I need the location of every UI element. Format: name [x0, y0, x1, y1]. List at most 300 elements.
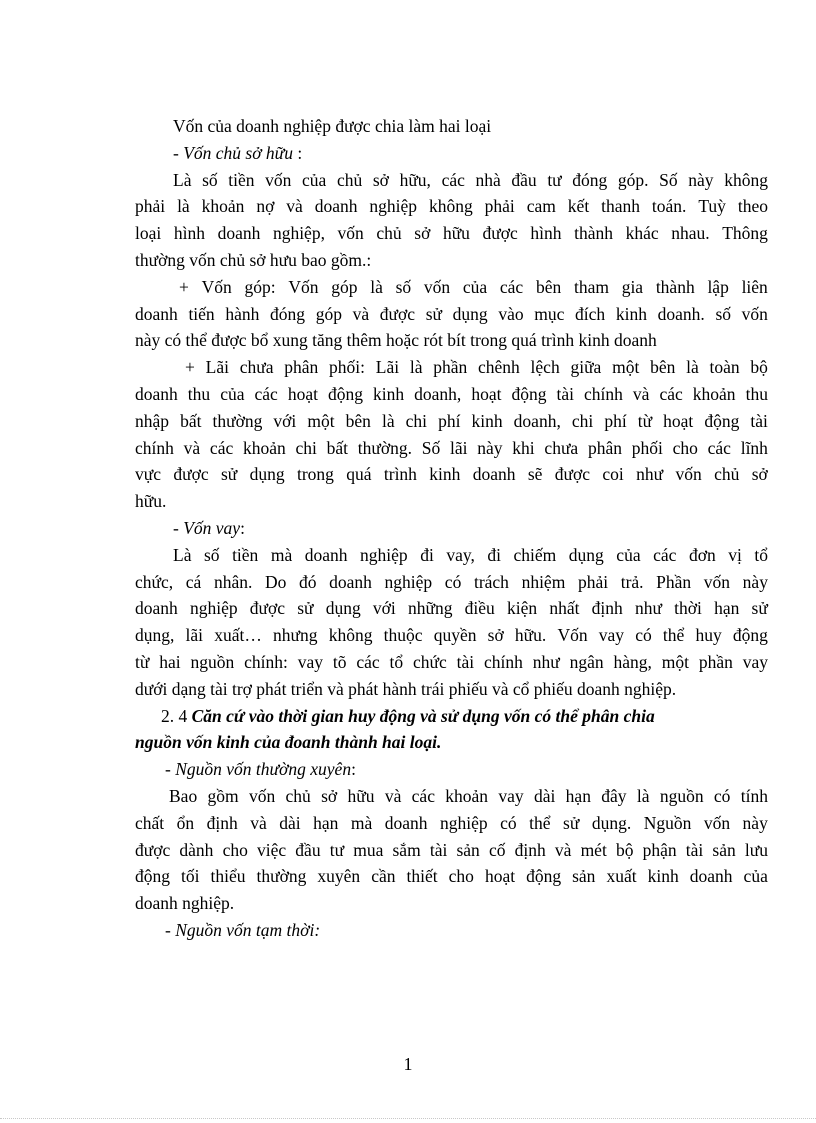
word: gia — [621, 276, 644, 297]
word: Số — [421, 437, 441, 458]
word: được — [554, 464, 591, 485]
word: chủ — [714, 464, 740, 485]
permanent-para-line: doanh nghiệp. — [135, 893, 235, 914]
retained-para-line — [135, 381, 768, 408]
word: vốn — [248, 785, 276, 806]
word: mà — [270, 544, 293, 565]
word: nợ — [256, 196, 275, 217]
word: động — [511, 383, 547, 404]
retained-para-line — [135, 461, 768, 488]
word: hữu. — [514, 625, 547, 646]
word: số — [715, 303, 731, 324]
word: vay, — [446, 544, 475, 565]
word: đó — [299, 571, 317, 592]
loan-heading-suffix: : — [240, 517, 245, 538]
word: lĩnh — [740, 437, 768, 458]
word: chi — [405, 410, 428, 431]
word: các — [659, 383, 683, 404]
word: + — [179, 276, 189, 297]
word: có — [713, 785, 731, 806]
word: Số — [659, 169, 678, 190]
word: nguồn — [659, 785, 704, 806]
word: Vốn — [557, 625, 588, 646]
word: góp: — [244, 276, 276, 297]
loan-para-line — [135, 649, 768, 676]
word: Phần — [656, 571, 692, 592]
word: động — [732, 625, 768, 646]
word: nhất — [549, 598, 580, 619]
word: khác — [625, 223, 659, 244]
word: trách — [473, 571, 509, 592]
word: sở — [487, 625, 504, 646]
word: vốn — [703, 571, 731, 592]
word: bên — [650, 357, 676, 378]
word: và — [554, 839, 572, 860]
word: là — [686, 357, 699, 378]
word: khoản — [242, 437, 286, 458]
word: vốn — [675, 464, 702, 485]
word: thường. — [357, 437, 413, 458]
word: tiến — [188, 303, 215, 324]
word: những — [407, 598, 453, 619]
word: hạn — [714, 598, 740, 619]
section-title-line2: nguồn vốn kinh của đoanh thành hai loại. — [135, 732, 442, 753]
word: động — [327, 383, 363, 404]
word: hành — [225, 303, 260, 324]
word: đóng — [572, 169, 608, 190]
word: vay — [498, 785, 524, 806]
word: góp — [315, 303, 342, 324]
word: phận — [642, 839, 677, 860]
word: dụng — [325, 598, 361, 619]
word: dụng — [249, 464, 285, 485]
permanent-heading-suffix: : — [351, 759, 356, 780]
word: bất — [326, 437, 349, 458]
word: việc — [257, 839, 287, 860]
word: thời — [674, 598, 702, 619]
word: định — [514, 839, 546, 860]
word: khi — [512, 437, 535, 458]
word: Là — [173, 544, 192, 565]
word: hạn — [313, 812, 339, 833]
loan-para-line — [135, 542, 768, 569]
word: góp — [331, 276, 358, 297]
word: nghiệp — [440, 812, 488, 833]
contributed-para-line — [135, 301, 768, 328]
word: bộ — [615, 839, 634, 860]
word: chính — [135, 437, 174, 458]
word: cho — [448, 866, 474, 887]
word: vào — [498, 303, 524, 324]
word: phí — [604, 410, 627, 431]
word: thể — [529, 812, 551, 833]
word: bên — [535, 276, 562, 297]
word: nghiệp — [360, 544, 408, 565]
word: động — [704, 410, 740, 431]
word: thanh — [601, 196, 640, 217]
word: một — [612, 357, 640, 378]
word: và — [384, 785, 402, 806]
word: của — [743, 866, 768, 887]
word: và — [632, 383, 650, 404]
word: nghiệp — [189, 598, 238, 619]
word: xuất — [606, 866, 637, 887]
word: điều — [464, 598, 495, 619]
word: và — [250, 812, 267, 833]
equity-para-line — [135, 193, 768, 220]
word: cam — [526, 196, 556, 217]
loan-para-line — [135, 569, 768, 596]
word: doanh, — [414, 383, 462, 404]
word: hữu — [347, 785, 375, 806]
equity-para-line — [135, 167, 768, 194]
word: sản — [712, 839, 736, 860]
word: kinh — [373, 383, 405, 404]
word: toán. — [651, 196, 687, 217]
word: vốn — [423, 276, 451, 297]
word: xuyên — [317, 866, 361, 887]
page-number: 1 — [403, 1054, 413, 1074]
word: liên — [741, 276, 768, 297]
equity-para-line — [135, 220, 768, 247]
word: hoạt — [663, 410, 694, 431]
word: nhiệm — [521, 571, 566, 592]
word: vay — [598, 625, 625, 646]
word: chủ — [285, 785, 311, 806]
word: thuộc — [383, 625, 423, 646]
word: thu — [187, 383, 211, 404]
word: dành — [179, 839, 214, 860]
word: kinh — [471, 410, 503, 431]
word: của — [302, 169, 327, 190]
word: chính — [483, 651, 523, 672]
word: thành — [655, 276, 695, 297]
word: tài — [429, 839, 448, 860]
word: là — [409, 357, 423, 378]
word: dài — [279, 812, 301, 833]
word: nhà — [475, 169, 501, 190]
word: tham — [573, 276, 609, 297]
word: sở — [372, 169, 389, 190]
word: từ — [135, 651, 150, 672]
word: Vốn — [288, 276, 319, 297]
word: phần — [698, 651, 733, 672]
word: doanh — [472, 464, 516, 485]
word: nhau. — [671, 223, 710, 244]
word: bộ — [750, 357, 768, 378]
permanent-heading-text: - Nguồn vốn thường xuyên — [165, 759, 352, 780]
retained-para-line — [135, 354, 768, 381]
word: hình — [173, 223, 205, 244]
word: chủ — [336, 169, 363, 190]
word: và — [183, 437, 201, 458]
word: sở — [321, 785, 338, 806]
word: các — [707, 437, 731, 458]
word: phân — [284, 357, 319, 378]
word: hạn — [565, 785, 591, 806]
word: Lãi — [375, 357, 400, 378]
word: kinh — [429, 464, 461, 485]
permanent-para-line — [135, 783, 768, 810]
word: sử — [751, 598, 768, 619]
word: từ — [637, 410, 653, 431]
word: kiện — [507, 598, 538, 619]
word: dụng, — [135, 625, 175, 646]
word: chủ — [376, 223, 402, 244]
word: chi — [295, 437, 317, 458]
word: thu — [745, 383, 768, 404]
word: không — [724, 169, 768, 190]
contributed-para-line: này có thể được bổ xung tăng thêm hoặc rót bít trong quá trình kinh doanh — [135, 330, 657, 351]
word: của — [462, 276, 488, 297]
intro-line: Vốn của doanh nghiệp được chia làm hai loại — [173, 116, 492, 136]
word: như — [532, 651, 560, 672]
word: được — [173, 464, 209, 485]
word: là — [381, 410, 395, 431]
word: số — [202, 169, 218, 190]
word: chênh — [478, 357, 520, 378]
word: sẽ — [527, 464, 543, 485]
word: thể — [662, 625, 685, 646]
word: này — [742, 812, 768, 833]
word: phối — [631, 437, 663, 458]
word: sở — [751, 464, 768, 485]
word: thành — [574, 223, 613, 244]
word: lãi — [185, 625, 204, 646]
word: lãi — [450, 437, 468, 458]
word: dụng. — [591, 812, 632, 833]
word: cần — [371, 866, 396, 887]
word: trả. — [620, 571, 644, 592]
word: tính — [740, 785, 768, 806]
word: vị — [728, 544, 742, 565]
word: mà — [350, 812, 373, 833]
contributed-para-line — [135, 274, 768, 301]
word: được — [379, 303, 416, 324]
word: chính — [584, 383, 623, 404]
word: được — [482, 223, 518, 244]
word: thường — [256, 866, 307, 887]
word: là — [177, 196, 190, 217]
section-title-line1: Căn cứ vào thời gian huy động và sử dụng vốn có thể phân chia — [191, 705, 655, 726]
word: đầu — [511, 169, 537, 190]
word: và — [352, 303, 370, 324]
page-bottom-divider — [0, 1118, 816, 1119]
word: đơn — [688, 544, 716, 565]
word: thường — [212, 410, 263, 431]
word: Bao — [169, 785, 198, 806]
permanent-para-line — [135, 810, 768, 837]
word: phân — [587, 437, 622, 458]
word: chính: — [244, 651, 288, 672]
word: doanh. — [657, 303, 705, 324]
word: sản — [456, 839, 480, 860]
word: hai — [159, 651, 181, 672]
word: Tuỳ — [698, 196, 726, 217]
word: vốn — [337, 223, 364, 244]
word: số — [395, 276, 412, 297]
word: chưa — [544, 437, 579, 458]
word: hoạt — [287, 383, 318, 404]
word: không — [428, 196, 473, 217]
word: vay — [297, 651, 323, 672]
word: chức — [412, 651, 447, 672]
word: doanh — [135, 303, 178, 324]
word: vốn — [741, 303, 768, 324]
word: một — [661, 651, 689, 672]
word: sử — [425, 303, 442, 324]
word: tư — [547, 169, 562, 190]
word: này — [742, 571, 768, 592]
word: và — [286, 196, 303, 217]
word: vốn — [265, 169, 292, 190]
word: sử — [297, 598, 314, 619]
retained-para-line — [135, 408, 768, 435]
word: nhập — [135, 410, 170, 431]
word: phải — [135, 196, 166, 217]
word: một — [307, 410, 335, 431]
word: sử — [563, 812, 580, 833]
word: tài — [456, 651, 475, 672]
word: đi — [487, 544, 501, 565]
word: huy — [695, 625, 722, 646]
word: tổ — [389, 651, 404, 672]
word: đóng — [270, 303, 306, 324]
word: đây — [601, 785, 627, 806]
word: doanh — [135, 383, 178, 404]
section-heading-cont — [135, 729, 768, 756]
word: + — [185, 357, 195, 378]
word: động — [526, 866, 562, 887]
word: các — [411, 785, 435, 806]
word: vốn — [703, 812, 731, 833]
word: lưu — [744, 839, 768, 860]
section-number: 2. 4 — [161, 705, 192, 726]
word: đi — [420, 544, 434, 565]
word: loại — [135, 223, 162, 244]
word: này — [477, 437, 503, 458]
word: Nguồn — [643, 812, 692, 833]
word: nguồn — [190, 651, 235, 672]
word: của — [220, 383, 245, 404]
word: khoản — [445, 785, 489, 806]
word: tài — [750, 410, 768, 431]
word: dụng — [568, 544, 604, 565]
word: ổn — [176, 812, 195, 833]
word: là — [370, 276, 383, 297]
permanent-heading — [135, 756, 768, 783]
word: dài — [533, 785, 556, 806]
word: sản — [572, 866, 596, 887]
temporary-heading-text: - Nguồn vốn tạm thời: — [165, 919, 321, 940]
word: sắm — [392, 839, 421, 860]
word: quá — [346, 464, 372, 485]
word: Vốn — [201, 276, 232, 297]
word: Lãi — [205, 357, 229, 378]
word: hoạt — [484, 866, 516, 887]
word: gồm — [207, 785, 239, 806]
word: các — [499, 276, 524, 297]
word: đích — [575, 303, 606, 324]
word: trình — [383, 464, 417, 485]
section-heading — [135, 703, 768, 730]
word: quyền — [433, 625, 477, 646]
word: định — [206, 812, 238, 833]
word: cố — [488, 839, 506, 860]
word: kinh — [615, 303, 647, 324]
word: này — [688, 169, 714, 190]
word: dụng — [452, 303, 488, 324]
word: xuất… — [214, 625, 262, 646]
word: phần — [433, 357, 468, 378]
word: định — [591, 598, 623, 619]
word: thiểu — [210, 866, 246, 887]
word: phối: — [329, 357, 365, 378]
equity-heading — [135, 140, 768, 167]
word: chức, — [135, 571, 174, 592]
word: kinh — [647, 866, 679, 887]
permanent-para-line — [135, 863, 768, 890]
equity-heading-text: - Vốn chủ sở hữu — [173, 142, 293, 163]
word: nghiệp — [384, 571, 433, 592]
word: trong — [296, 464, 334, 485]
document-body — [135, 113, 768, 944]
word: ngân — [569, 651, 604, 672]
word: hữu, — [399, 169, 431, 190]
word: lập — [707, 276, 729, 297]
word: mua — [353, 839, 384, 860]
word: các — [653, 544, 677, 565]
word: các — [209, 437, 234, 458]
equity-para-line: thường vốn chủ sở hưu bao gồm.: — [135, 249, 372, 270]
word: các — [441, 169, 465, 190]
word: Do — [264, 571, 287, 592]
word: có — [444, 571, 462, 592]
word: sở — [414, 223, 431, 244]
word: tổ — [754, 544, 768, 565]
word: tiền — [232, 544, 259, 565]
word: hữu — [442, 223, 470, 244]
word: vực — [135, 464, 162, 485]
word: nhân. — [213, 571, 253, 592]
word: doanh, — [513, 410, 561, 431]
word: tối — [181, 866, 200, 887]
word: doanh — [135, 598, 178, 619]
word: với — [273, 410, 297, 431]
word: được — [135, 839, 171, 860]
temporary-heading — [135, 917, 768, 944]
word: chưa — [239, 357, 274, 378]
word: có — [635, 625, 652, 646]
word: nhưng — [273, 625, 318, 646]
word: chi — [571, 410, 594, 431]
word: có — [500, 812, 517, 833]
word: đầu — [295, 839, 321, 860]
word: doanh — [329, 571, 372, 592]
permanent-para-line — [135, 837, 768, 864]
word: góp. — [617, 169, 649, 190]
word: hàng, — [613, 651, 652, 672]
word: tài — [556, 383, 574, 404]
word: toàn — [709, 357, 740, 378]
word: chất — [135, 812, 165, 833]
word: lệch — [530, 357, 560, 378]
word: thiết — [406, 866, 438, 887]
word: của — [616, 544, 641, 565]
word: doanh — [689, 866, 733, 887]
word: bất — [180, 410, 202, 431]
word: hoạt — [471, 383, 502, 404]
